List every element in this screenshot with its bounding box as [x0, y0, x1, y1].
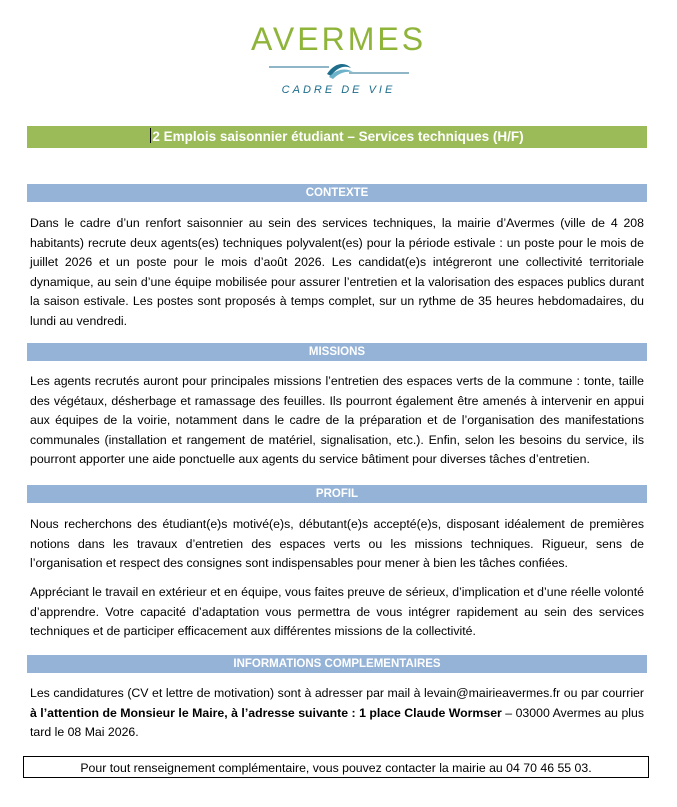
informations-text-end: – 03000 Avermes au plus tard le 08 Mai 2026.: [30, 705, 645, 739]
logo-tagline: CADRE DE VIE: [281, 84, 396, 96]
logo-wave-icon: [269, 60, 409, 80]
informations-text-start: Les candidatures (CV et lettre de motivation) sont à adresser par mail à levain@mairieavermes.fr ou par courrier: [30, 686, 644, 700]
logo-name: AVERMES: [250, 21, 427, 57]
section-heading-profil: PROFIL: [27, 485, 647, 503]
section-heading-informations: INFORMATIONS COMPLEMENTAIRES: [27, 655, 647, 673]
job-title-banner: [27, 126, 647, 148]
missions-text: Les agents recrutés auront pour principales missions l’entretien des espaces verts de la commune : tonte, taille des végétaux, désherbage et ramassage des feuilles. Ils pourront également être amenés à intervenir en appui aux équipes de la voirie, notamment dans le cadre de la préparation et de l’organisation des manifestations communales (installation et rangement de matériel, signalisation, etc.). Enfin, selon les besoins du service, ils pourront apporter une aide ponctuelle aux agents du service bâtiment pour diverses tâches d’entretien.: [30, 374, 644, 466]
informations-text-address: à l’attention de Monsieur le Maire, à l’adresse suivante : 1 place Claude Wormser: [30, 705, 502, 720]
contact-box: Pour tout renseignement complémentaire, vous pouvez contacter la mairie au 04 70 46 55 03.: [23, 756, 649, 778]
profil-text-2: Appréciant le travail en extérieur et en équipe, vous faites preuve de sérieux, d’implication et d’une réelle volonté d’apprendre. Votre capacité d’adaptation vous permettra de vous intégrer rapidement au sein des services techniques et de participer efficacement aux différentes missions de la collectivité.: [30, 585, 644, 638]
profil-text-1: Nous recherchons des étudiant(e)s motivé(e)s, débutant(e)s accepté(e)s, disposant idéalement de premières notions dans les travaux d’entretien des espaces verts ou les missions techniques. Rigueur, sens de l’organisation et respect des consignes sont indispensables pour mener à bien les tâches confiées.: [30, 517, 644, 570]
section-heading-missions: MISSIONS: [27, 343, 647, 361]
section-heading-contexte: CONTEXTE: [27, 184, 647, 202]
job-title: 2 Emplois saisonnier étudiant – Services techniques (H/F): [152, 129, 524, 144]
avermes-logo: [0, 22, 677, 96]
informations-text: [30, 684, 644, 743]
contexte-text: Dans le cadre d’un renfort saisonnier au sein des services techniques, la mairie d’Avermes (ville de 4 208 habitants) recrute deux agents(es) techniques polyvalent(es) pour la période estivale : un poste pour le mois de juillet 2026 et un poste pour le mois d’août 2026. Les candidat(e)s intégreront une collectivité territoriale dynamique, au sein d’une équipe mobilisée pour assurer l’entretien et la valorisation des espaces publics durant la saison estivale. Les postes sont proposés à temps complet, sur un rythme de 35 heures hebdomadaires, du lundi au vendredi.: [30, 216, 644, 328]
